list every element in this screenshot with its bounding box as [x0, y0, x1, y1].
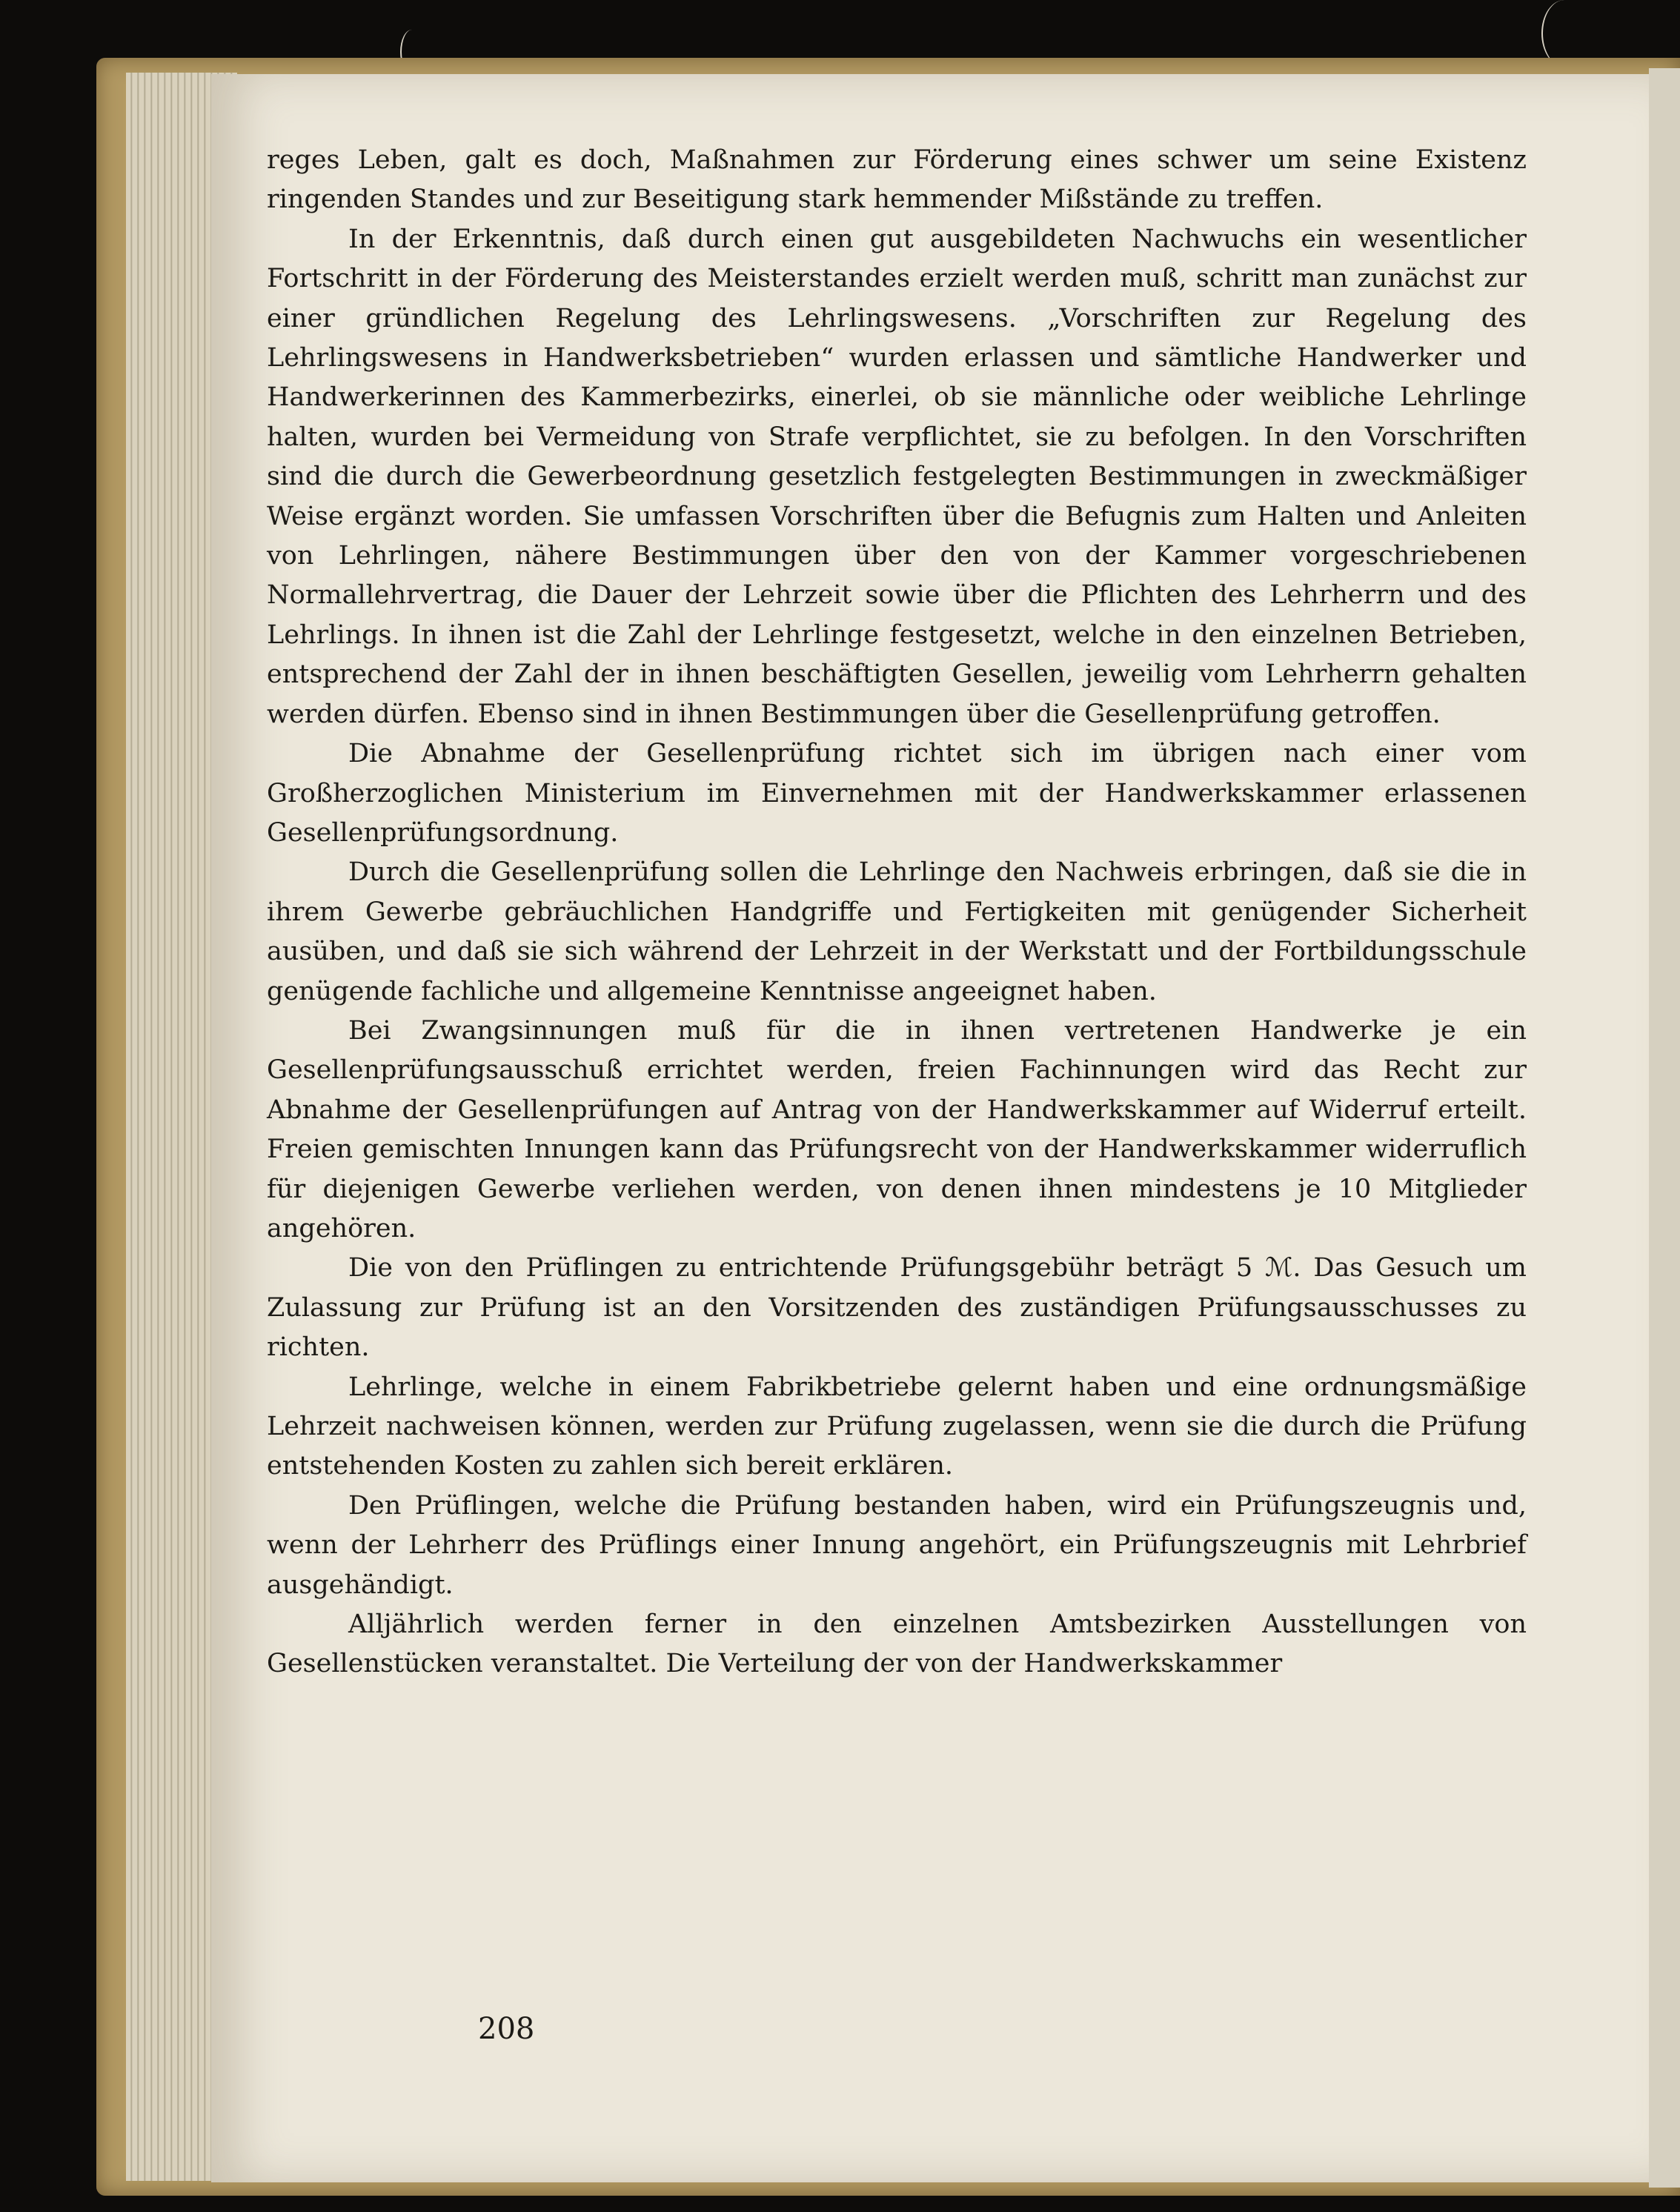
paragraph: Die von den Prüflingen zu entrichtende Prüfungsgebühr beträgt 5 ℳ. Das Gesuch um Zulassung zur Prüfung ist an den Vorsitzenden des zuständigen Prüfungsausschusses zu richten. — [267, 1253, 1527, 1363]
paragraph: In der Erkenntnis, daß durch einen gut ausgebildeten Nachwuchs ein wesentlicher Fortschritt in der Förderung des Meisterstandes erzielt werden muß, schritt man zunächst zur einer gründlichen Regelung des Lehrlingswesens. „Vorschriften zur Regelung des Lehrlingswesens in Handwerksbetrieben“ wurden erlassen und sämtliche Handwerker und Handwerkerinnen des Kammerbezirks, einerlei, ob sie männliche oder weibliche Lehrlinge halten, wurden bei Vermeidung von Strafe verpflichtet, sie zu befolgen. In den Vorschriften sind die durch die Gewerbeordnung gesetzlich festgelegten Bestimmungen in zweckmäßiger Weise ergänzt worden. Sie umfassen Vorschriften über die Befugnis zum Halten und Anleiten von Lehrlingen, nähere Bestimmungen über den von der Kammer vorgeschriebenen Normallehrvertrag, die Dauer der Lehrzeit sowie über die Pflichten des Lehrherrn und des Lehrlings. In ihnen ist die Zahl der Lehrlinge festgesetzt, welche in den einzelnen Betrieben, entsprechend der Zahl der in ihnen beschäftigten Gesellen, jeweilig vom Lehrherrn gehalten werden dürfen. Ebenso sind in ihnen Bestimmungen über die Gesellenprüfung getroffen. — [267, 224, 1527, 729]
page-body-text — [267, 141, 1527, 1684]
paragraph: reges Leben, galt es doch, Maßnahmen zur Förderung eines schwer um seine Existenz ringenden Standes und zur Beseitigung stark hemmender Mißstände zu treffen. — [267, 145, 1527, 215]
paragraph: Den Prüflingen, welche die Prüfung bestanden haben, wird ein Prüfungszeugnis und, wenn der Lehrherr des Prüflings einer Innung angehört, ein Prüfungszeugnis mit Lehrbrief ausgehändigt. — [267, 1490, 1527, 1600]
paragraph: Durch die Gesellenprüfung sollen die Lehrlinge den Nachweis erbringen, daß sie die in ihrem Gewerbe gebräuchlichen Handgriffe und Fertigkeiten mit genügender Sicherheit ausüben, und daß sie sich während der Lehrzeit in der Werkstatt und der Fortbildungsschule genügende fachliche und allgemeine Kenntnisse angeeignet haben. — [267, 857, 1527, 1006]
loose-thread — [1541, 0, 1587, 67]
paragraph: Bei Zwangsinnungen muß für die in ihnen vertretenen Handwerke je ein Gesellenprüfungsausschuß errichtet werden, freien Fachinnungen wird das Recht zur Abnahme der Gesellenprüfungen auf Antrag von der Handwerkskammer auf Widerruf erteilt. Freien gemischten Innungen kann das Prüfungsrecht von der Handwerkskammer widerruflich für diejenigen Gewerbe verliehen werden, von denen ihnen mindestens je 10 Mitglieder angehören. — [267, 1015, 1527, 1243]
paragraph: Alljährlich werden ferner in den einzelnen Amtsbezirken Ausstellungen von Gesellenstücken veranstaltet. Die Verteilung der von der Handwerkskammer — [267, 1610, 1527, 1679]
facing-page-edge — [1649, 68, 1680, 2188]
page-number: 208 — [478, 2012, 535, 2046]
paragraph: Die Abnahme der Gesellenprüfung richtet sich im übrigen nach einer vom Großherzoglichen Ministerium im Einvernehmen mit der Handwerkskammer erlassenen Gesellenprüfungsordnung. — [267, 739, 1527, 848]
paragraph: Lehrlinge, welche in einem Fabrikbetriebe gelernt haben und eine ordnungsmäßige Lehrzeit nachweisen können, werden zur Prüfung zugelassen, wenn sie die durch die Prüfung entstehenden Kosten zu zahlen sich bereit erklären. — [267, 1372, 1527, 1481]
